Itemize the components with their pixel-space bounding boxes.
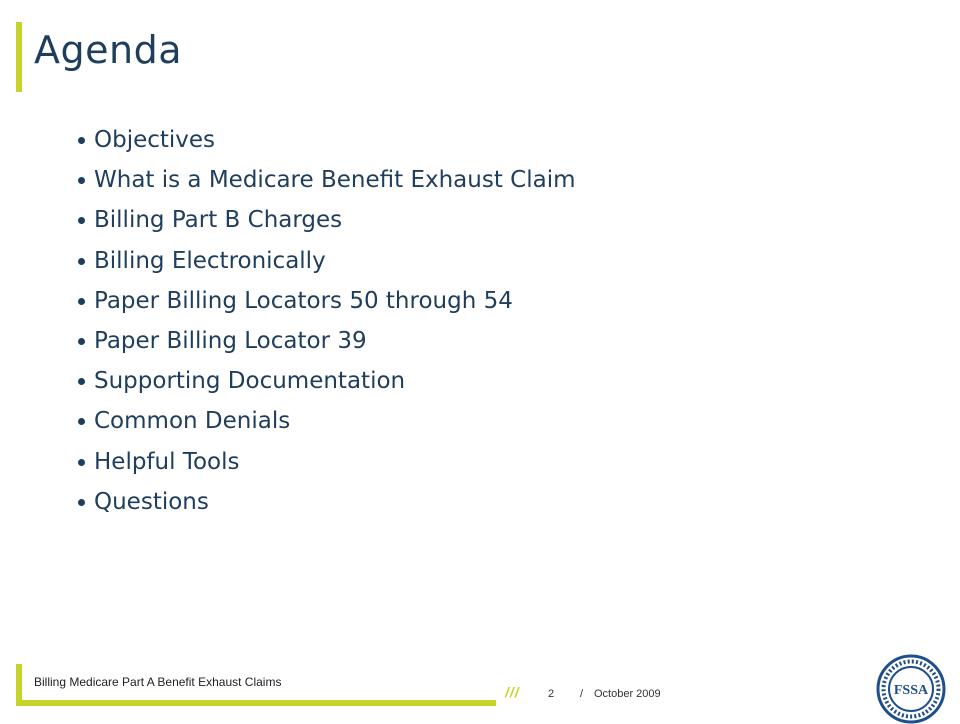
agenda-item-text: Billing Electronically: [94, 247, 326, 274]
agenda-item: [78, 482, 575, 522]
agenda-item: [78, 241, 575, 281]
footer-separator: /: [580, 688, 584, 700]
agenda-item-text: Helpful Tools: [94, 448, 240, 475]
bullet-icon: [78, 137, 85, 144]
page-number: 2: [548, 688, 555, 700]
agenda-item-text: Common Denials: [94, 408, 291, 435]
agenda-item: [78, 160, 575, 200]
fssa-seal-icon: [876, 654, 946, 724]
agenda-item: [78, 200, 575, 240]
slide-title: Agenda: [34, 28, 182, 72]
agenda-item: [78, 281, 575, 321]
footer-date: October 2009: [594, 688, 661, 700]
bullet-icon: [78, 258, 85, 265]
agenda-item: [78, 401, 575, 441]
agenda-item: [78, 442, 575, 482]
agenda-item: [78, 361, 575, 401]
agenda-item: [78, 120, 575, 160]
bullet-icon: [78, 459, 85, 466]
logo-initials: FSSA: [893, 683, 929, 698]
bullet-icon: [78, 177, 85, 184]
agenda-item-text: Supporting Documentation: [94, 368, 406, 395]
agenda-item-text: What is a Medicare Benefit Exhaust Claim: [94, 167, 576, 194]
footer-presentation-title: Billing Medicare Part A Benefit Exhaust Claims: [34, 675, 282, 689]
agenda-item-text: Questions: [94, 488, 209, 515]
agenda-item-text: Paper Billing Locator 39: [94, 327, 367, 354]
agenda-item-text: Objectives: [94, 127, 216, 153]
agenda-item-text: Billing Part B Charges: [94, 207, 343, 234]
agenda-item-text: Paper Billing Locators 50 through 54: [94, 287, 513, 314]
bullet-icon: [78, 378, 85, 385]
bullet-icon: [78, 418, 85, 425]
bullet-icon: [78, 338, 85, 345]
footer-accent-bar-horizontal: [16, 700, 496, 706]
bullet-icon: [78, 217, 85, 224]
footer-slashes: ///: [505, 684, 520, 700]
agenda-item: [78, 321, 575, 361]
bullet-icon: [78, 298, 85, 305]
agenda-list: [78, 120, 575, 522]
title-accent-bar: [16, 22, 22, 92]
bullet-icon: [78, 499, 85, 506]
